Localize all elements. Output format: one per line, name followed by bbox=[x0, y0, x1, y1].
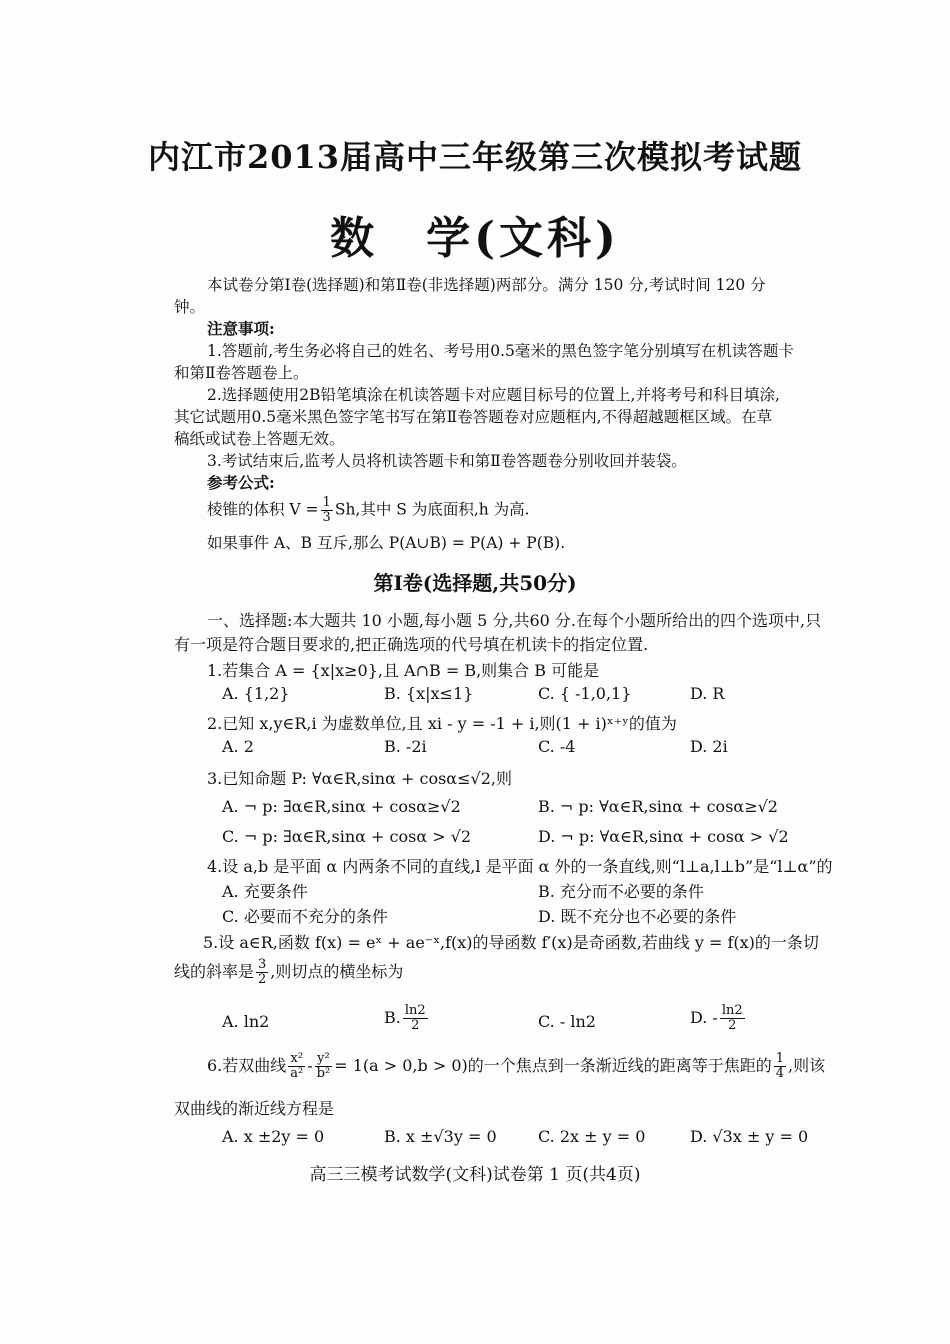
notice-1a: 1.答题前,考生务必将自己的姓名、考号用0.5毫米的黑色签字笔分别填写在机读答题卡 bbox=[207, 342, 794, 360]
q6-stem-2: 双曲线的渐近线方程是 bbox=[174, 1099, 335, 1118]
fraction-ln2-over-2: $\frac{\ln 2}{2}$ bbox=[404, 1003, 426, 1033]
fraction-three-halves: $\frac{3}{2}$ bbox=[258, 957, 267, 987]
exam-title: 内江市2013届高中三年级第三次模拟考试题 bbox=[147, 138, 803, 176]
page-footer: 高三三模考试数学(文科)试卷第 1 页(共4页) bbox=[309, 1165, 641, 1185]
q1-option-b: B. {x|x≤1} bbox=[384, 684, 474, 703]
q3-option-d: D. ¬ p: ∀α∈R,sinα + cosα > √2 bbox=[538, 827, 789, 846]
section-title: 第Ⅰ卷(选择题,共50分) bbox=[373, 571, 577, 595]
q6-stem-1: 6.若双曲线 $\frac{\text{x²}}{\text{a²}}$ - $\frac{\text{y²}}{\text{b²}}$ = 1(a > 0,b > 0)的一个焦点到一条渐近线的距离等于焦距的 $\frac{1}{4}$ ,则该 bbox=[207, 1051, 826, 1081]
subject-title: 数 学(文科) bbox=[330, 213, 620, 264]
q2-option-d: D. 2i bbox=[690, 737, 728, 756]
fraction-y2-b2: $\frac{\text{y²}}{\text{b²}}$ bbox=[316, 1051, 331, 1081]
q5-option-a: A. ln2 bbox=[222, 1012, 270, 1031]
q5-stem-2: 线的斜率是 $\frac{3}{2}$ ,则切点的横坐标为 bbox=[174, 957, 404, 987]
q1-option-d: D. R bbox=[690, 684, 725, 703]
q1-option-c: C. { -1,0,1} bbox=[538, 684, 632, 703]
q4-option-d: D. 既不充分也不必要的条件 bbox=[538, 907, 737, 926]
q3-stem: 3.已知命题 P: ∀α∈R,sinα + cosα≤√2,则 bbox=[207, 769, 512, 788]
q1-option-a: A. {1,2} bbox=[222, 684, 290, 703]
q2-stem: 2.已知 x,y∈R,i 为虚数单位,且 xi - y = -1 + i,则(1 + i)ˣ⁺ʸ的值为 bbox=[207, 714, 677, 733]
q4-option-c: C. 必要而不充分的条件 bbox=[222, 907, 388, 926]
q6-option-d: D. √3x ± y = 0 bbox=[690, 1127, 809, 1146]
q6-option-c: C. 2x ± y = 0 bbox=[538, 1127, 646, 1146]
q3-option-b: B. ¬ p: ∀α∈R,sinα + cosα≥√2 bbox=[538, 797, 778, 816]
q4-stem: 4.设 a,b 是平面 α 内两条不同的直线,l 是平面 α 外的一条直线,则“l⊥a,l⊥b”是“l⊥α”的 bbox=[207, 857, 833, 876]
q5-stem-1: 5.设 a∈R,函数 f(x) = eˣ + ae⁻ˣ,f(x)的导函数 f′(x)是奇函数,若曲线 y = f(x)的一条切 bbox=[203, 933, 819, 952]
section-instruction-2: 有一项是符合题目要求的,把正确选项的代号填在机读卡的指定位置. bbox=[174, 635, 649, 654]
q5-option-d: D. - $\frac{\ln 2}{2}$ bbox=[690, 1003, 743, 1033]
q5-option-c: C. - ln2 bbox=[538, 1012, 596, 1031]
fraction-ln2-over-2-neg: $\frac{\ln 2}{2}$ bbox=[721, 1003, 743, 1033]
fraction-one-quarter: $\frac{1}{4}$ bbox=[775, 1051, 785, 1081]
notice-2a: 2.选择题使用2B铅笔填涂在机读答题卡对应题目标号的位置上,并将考号和科目填涂, bbox=[207, 386, 780, 404]
notice-2c: 稿纸或试卷上答题无效。 bbox=[174, 430, 345, 448]
q1-stem: 1.若集合 A = {x|x≥0},且 A∩B = B,则集合 B 可能是 bbox=[207, 661, 600, 680]
formula-probability: 如果事件 A、B 互斥,那么 P(A∪B) = P(A) + P(B). bbox=[207, 534, 566, 552]
q4-option-b: B. 充分而不必要的条件 bbox=[538, 882, 704, 901]
q2-option-b: B. -2i bbox=[384, 737, 427, 756]
fraction-one-third: $\frac{1}{3}$ bbox=[322, 495, 331, 525]
q6-option-a: A. x ±2y = 0 bbox=[222, 1127, 325, 1146]
q2-option-a: A. 2 bbox=[222, 737, 254, 756]
q3-option-a: A. ¬ p: ∃α∈R,sinα + cosα≥√2 bbox=[222, 797, 461, 816]
intro-line-1: 本试卷分第Ⅰ卷(选择题)和第Ⅱ卷(非选择题)两部分。满分 150 分,考试时间 120 分 bbox=[207, 276, 766, 294]
q6-option-b: B. x ±√3y = 0 bbox=[384, 1127, 497, 1146]
q5-option-b: B. $\frac{\ln 2}{2}$ bbox=[384, 1003, 426, 1033]
notice-1b: 和第Ⅱ卷答题卷上。 bbox=[174, 364, 309, 382]
section-instruction-1: 一、选择题:本大题共 10 小题,每小题 5 分,共60 分.在每个小题所给出的四个选项中,只 bbox=[207, 611, 822, 630]
formula-volume: 棱锥的体积 V = $\frac{1}{3}$ Sh,其中 S 为底面积,h 为高. bbox=[207, 495, 530, 525]
notice-2b: 其它试题用0.5毫米黑色签字笔书写在第Ⅱ卷答题卷对应题框内,不得超越题框区域。在草 bbox=[174, 408, 773, 426]
fraction-x2-a2: $\frac{\text{x²}}{\text{a²}}$ bbox=[290, 1051, 304, 1081]
q3-option-c: C. ¬ p: ∃α∈R,sinα + cosα > √2 bbox=[222, 827, 472, 846]
intro-line-2: 钟。 bbox=[174, 298, 206, 316]
q4-option-a: A. 充要条件 bbox=[222, 882, 308, 901]
q2-option-c: C. -4 bbox=[538, 737, 576, 756]
notice-heading: 注意事项: bbox=[207, 319, 275, 338]
notice-3: 3.考试结束后,监考人员将机读答题卡和第Ⅱ卷答题卷分别收回并装袋。 bbox=[207, 452, 687, 470]
formula-heading: 参考公式: bbox=[207, 473, 275, 492]
